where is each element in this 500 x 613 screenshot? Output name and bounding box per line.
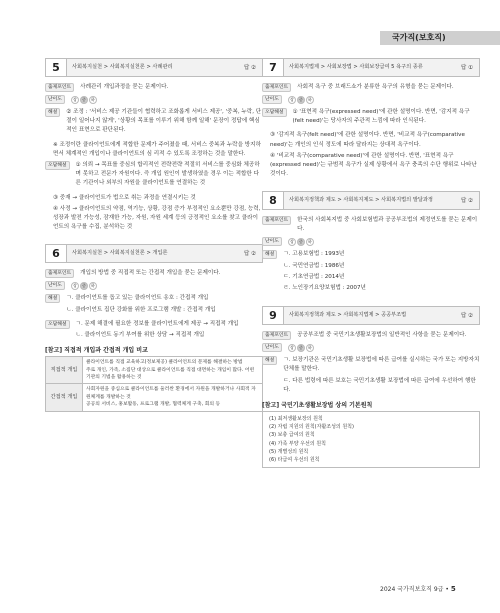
comparison-table-title: [참고] 직접적 개입과 간접적 개입 비교	[45, 347, 148, 355]
question-path: 사회복지정책과 제도 > 사회복지법제 > 공공부조법	[289, 312, 407, 319]
explanation-tag: 해설	[262, 356, 277, 365]
explanation-text: ㄹ. 노인장기요양보험법 : 2007년	[283, 285, 366, 292]
intent-text: 개입의 방법 중 직접적 또는 간접적 개입을 묻는 문제이다.	[80, 270, 221, 277]
explanation-row	[262, 250, 480, 295]
intent-row	[262, 331, 480, 340]
difficulty-tag: 난이도	[45, 281, 65, 290]
intent-tag: 출제포인트	[45, 269, 74, 278]
difficulty-dot: 하	[89, 96, 97, 104]
answer-label: 답 ②	[244, 251, 256, 258]
difficulty-dot: 중	[297, 238, 305, 246]
difficulty-row	[45, 281, 263, 290]
wrong-answer-tag: 오답해설	[45, 161, 70, 170]
table-item: 사회자원을 중심으로 클라이언트를 둘러싼 환경에서 자원을 개발하거나 사회적 자원체계를 개발하는 것	[86, 387, 256, 400]
difficulty-tag: 난이도	[262, 343, 282, 352]
intent-text: 공공부조법 중 국민기초생활보장법의 일반적인 사항을 묻는 문제이다.	[297, 332, 467, 339]
wrong-answer-text: ④ '비교적 욕구(comparative need)'에 관한 설명이다. 반면, '표현적 욕구(expressed need)'는 규범적 욕구가 실제 상황에서 욕구 충족의 수단 행위로 나타난 것이다.	[270, 152, 477, 178]
intent-row	[262, 216, 480, 234]
wrong-answer-text: ① '표현적 욕구(expressed need)'에 관한 설명이다. 반면, '감지적 욕구(felt need)'는 당사자의 주관적 느낌에 따라 인식된다.	[292, 109, 470, 125]
intent-tag: 출제포인트	[262, 83, 291, 92]
table-item: 주로 개인, 가족, 소집단 대상으로 클라이언트를 직접 대면하는 개입이 많다. 어떤 기관의 기법을 활용하는 것	[86, 367, 255, 381]
question-path: 사회복지실천 > 사회복지실천론 > 사례관리	[72, 64, 173, 70]
difficulty-dot: 하	[306, 96, 314, 104]
difficulty-dot: 하	[306, 344, 314, 352]
difficulty-tag: 난이도	[45, 95, 65, 104]
intent-tag: 출제포인트	[262, 331, 291, 340]
right-column	[262, 58, 480, 468]
difficulty-dot: 중	[297, 96, 305, 104]
question-number: 9	[263, 307, 284, 324]
reference-title: [참고] 국민기초생활보장법 상의 기본원칙	[262, 402, 373, 410]
reference-item: (1) 최저생활보장의 원칙	[269, 416, 323, 423]
question-header-7	[262, 58, 480, 77]
table-cell	[83, 357, 263, 384]
question-number: 5	[46, 59, 67, 76]
footer-separator: •	[445, 586, 449, 593]
explanation-row	[45, 294, 263, 316]
header-label: 국가직(보호직)	[392, 33, 446, 42]
table-row	[46, 357, 263, 384]
difficulty-dot: 하	[89, 282, 97, 290]
wrong-answer-tag: 오답해설	[45, 320, 70, 329]
question-number: 8	[263, 192, 284, 209]
question-header-8	[262, 191, 480, 210]
difficulty-dot: 상	[71, 96, 79, 104]
answer-label: 답 ②	[461, 198, 473, 205]
explanation-text: ㄴ. 국민연금법 : 1986년	[283, 262, 345, 269]
table-cell	[83, 384, 263, 411]
wrong-answer-text: ④ 사정 → 클라이언트의 약점, 역기능, 상황, 강점 증가 부정적인 요소뿐만 강점, 능력, 성장과 발전 가능성, 잠재한 가능, 자원, 자원 세계 등의 긍정적인 요소를 찾고 클라이언트의 욕구를 수집, 분석하는 것	[53, 205, 261, 231]
explanation-text: ② 조정 : '서비스 제공 기관들이 협력하고 조화롭게 서비스 제공', '중복, 누락, 단절이 일어나지 않게', '상황의 목표를 이루기 위해 함께 일해' 문장이 정답에 핵심적인 표현으로 판단된다.	[66, 109, 262, 134]
difficulty-dot: 상	[71, 282, 79, 290]
question-path: 사회복지실천 > 사회복지실천론 > 개입론	[72, 250, 168, 257]
wrong-answer-text: ㄴ. 클라이언트 동기 부여를 위한 상담 → 직접적 개입	[75, 332, 205, 339]
intent-text: 사례관리 개입과정을 묻는 문제이다.	[80, 84, 169, 90]
table-head-cell: 직접적 개입	[46, 357, 83, 384]
intent-tag: 출제포인트	[262, 216, 291, 225]
reference-item: (4) 가족 부양 우선의 원칙	[269, 440, 326, 447]
reference-item: (2) 자립 지원의 원칙(자활조성의 원칙)	[269, 424, 354, 431]
page-number: 5	[450, 585, 456, 593]
answer-label: 답 ②	[244, 65, 256, 71]
explanation-text: ㄷ. 기초연금법 : 2014년	[283, 273, 345, 280]
explanation-text: ㄱ. 보장기관은 국민기초생활 보장법에 따른 급여를 실시하는 국가 또는 지방자치단체를 말한다.	[283, 357, 480, 373]
difficulty-tag: 난이도	[262, 237, 282, 246]
wrong-answer-row	[45, 320, 263, 342]
reference-box	[262, 411, 480, 468]
wrong-answer-row	[45, 161, 263, 191]
explanation-row	[45, 108, 263, 138]
question-header-9	[262, 306, 480, 325]
page-header	[0, 0, 500, 42]
answer-label: 답 ②	[461, 313, 473, 320]
explanation-text: ㄱ. 클라이언트를 돕고 있는 클라이언트 옹호 : 간접적 개입	[66, 295, 209, 302]
table-item: 클라이언트를 직접 교육하고(정보제공) 클라이언트의 문제를 해결하는 방법	[86, 360, 243, 366]
wrong-answer-text: ① 의뢰 → 목표를 중심의 합리적인 전략전략 적절히 서비스를 중심화 체공하며 못하고 전문가 자원이다. 즉 개입 원인이 발생하였을 경우 이는 적합한 다른 기관이나 외부의 자원을 클라이언트를 연결하는 것	[75, 162, 260, 187]
page-footer	[380, 584, 456, 593]
table-head-cell: 간접적 개입	[46, 384, 83, 411]
difficulty-dot: 중	[80, 96, 88, 104]
question-path: 사회복지법제 > 사회보장법 > 사회보장급여 5 욕구의 종류	[289, 64, 423, 70]
wrong-answer-row	[262, 108, 480, 128]
explanation-text: ㄱ. 고용보험법 : 1993년	[283, 251, 345, 258]
intent-text: 사회적 욕구 중 브래드쇼가 분류한 욕구의 유형을 묻는 문제이다.	[297, 84, 454, 90]
question-number: 6	[46, 245, 67, 262]
intent-row	[45, 269, 263, 278]
difficulty-dot: 상	[288, 344, 296, 352]
table-item: 공공의 서비스, 홍보활동, 프로그램 개발, 협력체계 구축, 회의 등	[86, 402, 221, 408]
difficulty-row	[262, 343, 480, 352]
question-header-6	[45, 244, 263, 263]
difficulty-dot: 상	[288, 96, 296, 104]
difficulty-dot: 상	[288, 238, 296, 246]
wrong-answer-text: ㄱ. 문제 해결에 필요한 정보를 클라이언트에게 제공 → 직접적 개입	[75, 320, 239, 327]
explanation-note: ※ 조정이란 클라이언트에게 적합한 문제가 주어졌을 때, 서비스 중복과 누락을 방지하면서 체계적인 개입이나 클라이언트의 심 리적 수 있도록 조정하는 것을 말한다.	[53, 141, 261, 157]
table-row	[46, 384, 263, 411]
explanation-tag: 해설	[45, 294, 60, 303]
difficulty-dot: 하	[306, 238, 314, 246]
question-path: 사회복지정책과 제도 > 사회복지제도 > 사회복지법의 발달과정	[289, 197, 433, 204]
explanation-tag: 해설	[45, 108, 60, 117]
reference-item: (3) 보충 급여의 원칙	[269, 432, 315, 439]
difficulty-row	[262, 237, 480, 246]
wrong-answer-text: ③ 중재 → 클라이언트가 법으로 취는 과정을 연결시키는 것	[53, 194, 196, 201]
intent-row	[45, 83, 263, 92]
question-header-5	[45, 58, 263, 77]
footer-label: 2024 국가직보호직 9급	[380, 586, 444, 593]
reference-item: (6) 타급여 우선의 원칙	[269, 457, 320, 464]
explanation-text: ㄷ. 다른 법령에 따른 보호는 국민기초생활 보장법에 따른 급여에 우선하여 행한다.	[283, 377, 476, 393]
explanation-row	[262, 356, 480, 397]
comparison-table	[45, 356, 263, 411]
question-number: 7	[263, 59, 284, 76]
difficulty-row	[262, 95, 480, 104]
left-column	[45, 58, 263, 412]
difficulty-dot: 중	[297, 344, 305, 352]
reference-item: (5) 개별성의 원칙	[269, 448, 309, 455]
intent-row	[262, 83, 480, 92]
intent-tag: 출제포인트	[45, 83, 74, 92]
answer-label: 답 ①	[461, 65, 473, 71]
wrong-answer-text: ③ '감지적 욕구(felt need)'에 관한 설명이다. 반면, '비교적 욕구(comparative need)'는 개인의 인식 정도에 따라 달라지는 상대적 욕구이다.	[270, 132, 465, 148]
intent-text: 한국의 사회복지법 중 사회보험법과 공공부조법의 제정연도를 묻는 문제이다.	[297, 217, 478, 233]
difficulty-tag: 난이도	[262, 95, 282, 104]
difficulty-row	[45, 95, 263, 104]
difficulty-dot: 중	[80, 282, 88, 290]
explanation-tag: 해설	[262, 250, 277, 259]
explanation-text: ㄴ. 클라이언트 집단 강화를 위한 프로그램 개발 : 간접적 개입	[66, 306, 216, 313]
wrong-answer-tag: 오답해설	[262, 108, 287, 117]
